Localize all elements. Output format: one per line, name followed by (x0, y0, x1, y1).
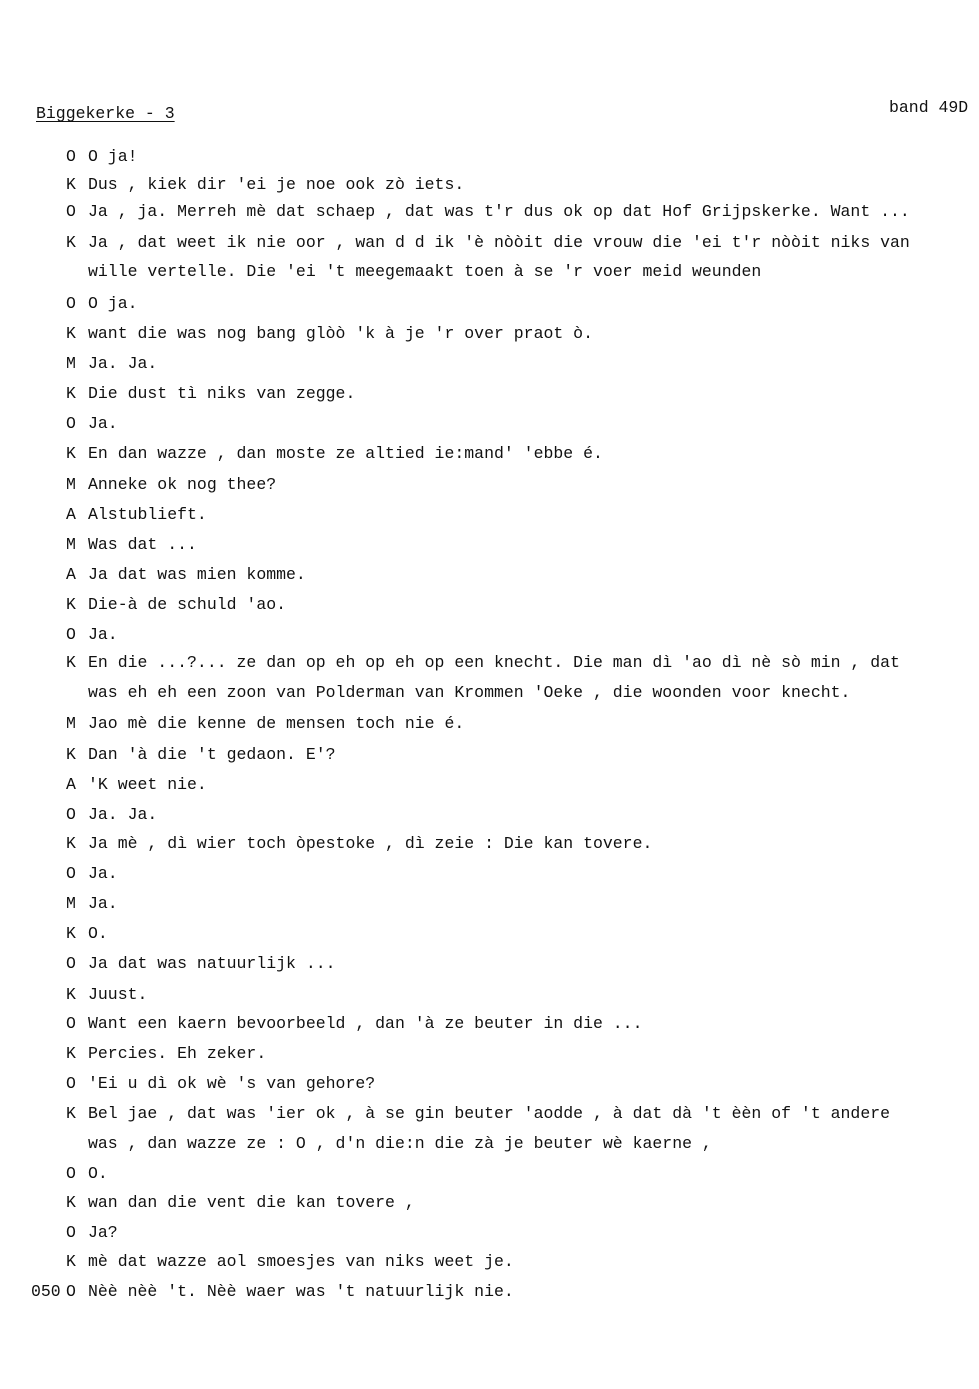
speaker-label: M (66, 894, 76, 913)
speaker-label: K (66, 324, 76, 343)
speaker-label: K (66, 653, 76, 672)
speaker-label: K (66, 233, 76, 252)
speaker-label: K (66, 444, 76, 463)
utterance-text: 'K weet nie. (88, 775, 207, 794)
speaker-label: K (66, 595, 76, 614)
utterance-text: Ja. (88, 625, 118, 644)
utterance-text: Ja dat was natuurlijk ... (88, 954, 336, 973)
page-title: Biggekerke - 3 (36, 104, 175, 123)
speaker-label: K (66, 1104, 76, 1123)
utterance-text: Ja. (88, 414, 118, 433)
speaker-label: K (66, 985, 76, 1004)
speaker-label: A (66, 775, 76, 794)
speaker-label: M (66, 354, 76, 373)
speaker-label: O (66, 414, 76, 433)
utterance-text: wille vertelle. Die 'ei 't meegemaakt toen à se 'r voer meid weunden (88, 262, 762, 281)
speaker-label: O (66, 625, 76, 644)
utterance-text: Anneke ok nog thee? (88, 475, 277, 494)
utterance-text: En dan wazze , dan moste ze altied ie:mand' 'ebbe é. (88, 444, 603, 463)
speaker-label: K (66, 834, 76, 853)
utterance-text: Was dat ... (88, 535, 197, 554)
speaker-label: K (66, 384, 76, 403)
utterance-text: Die dust tì niks van zegge. (88, 384, 356, 403)
utterance-text: Jao mè die kenne de mensen toch nie é. (88, 714, 465, 733)
utterance-text: Ja? (88, 1223, 118, 1242)
utterance-text: Bel jae , dat was 'ier ok , à se gin beuter 'aodde , à dat dà 't èèn of 't andere (88, 1104, 891, 1123)
utterance-text: Percies. Eh zeker. (88, 1044, 267, 1063)
utterance-text: Nèè nèè 't. Nèè waer was 't natuurlijk nie. (88, 1282, 514, 1301)
utterance-text: Want een kaern bevoorbeeld , dan 'à ze beuter in die ... (88, 1014, 643, 1033)
speaker-label: A (66, 565, 76, 584)
utterance-text: O ja! (88, 147, 138, 166)
speaker-label: K (66, 175, 76, 194)
speaker-label: M (66, 714, 76, 733)
utterance-text: O ja. (88, 294, 138, 313)
utterance-text: Dus , kiek dir 'ei je noe ook zò iets. (88, 175, 465, 194)
speaker-label: M (66, 535, 76, 554)
utterance-text: Ja , dat weet ik nie oor , wan d d ik 'è nòòit die vrouw die 'ei t'r nòòit niks van (88, 233, 910, 252)
line-number: 050 (31, 1282, 61, 1301)
utterance-text: Ja. (88, 894, 118, 913)
speaker-label: O (66, 1074, 76, 1093)
utterance-text: Die-à de schuld 'ao. (88, 595, 287, 614)
utterance-text: Ja. Ja. (88, 354, 158, 373)
speaker-label: O (66, 864, 76, 883)
utterance-text: 'Ei u dì ok wè 's van gehore? (88, 1074, 376, 1093)
utterance-text: was eh eh een zoon van Polderman van Krommen 'Oeke , die woonden voor knecht. (88, 683, 851, 702)
speaker-label: O (66, 1164, 76, 1183)
speaker-label: O (66, 1014, 76, 1033)
utterance-text: want die was nog bang glòò 'k à je 'r over praot ò. (88, 324, 593, 343)
utterance-text: Ja dat was mien komme. (88, 565, 306, 584)
speaker-label: K (66, 1252, 76, 1271)
speaker-label: O (66, 805, 76, 824)
utterance-text: En die ...?... ze dan op eh op eh op een knecht. Die man dì 'ao dì nè sò min , dat (88, 653, 900, 672)
utterance-text: O. (88, 1164, 108, 1183)
utterance-text: wan dan die vent die kan tovere , (88, 1193, 415, 1212)
utterance-text: Juust. (88, 985, 148, 1004)
utterance-text: Ja , ja. Merreh mè dat schaep , dat was t'r dus ok op dat Hof Grijpskerke. Want ... (88, 202, 910, 221)
speaker-label: O (66, 147, 76, 166)
utterance-text: Alstublieft. (88, 505, 207, 524)
speaker-label: O (66, 202, 76, 221)
utterance-text: Dan 'à die 't gedaon. E'? (88, 745, 336, 764)
speaker-label: O (66, 954, 76, 973)
band-label: band 49D (889, 98, 969, 117)
speaker-label: A (66, 505, 76, 524)
speaker-label: K (66, 1044, 76, 1063)
utterance-text: Ja. Ja. (88, 805, 158, 824)
speaker-label: M (66, 475, 76, 494)
utterance-text: Ja. (88, 864, 118, 883)
utterance-text: mè dat wazze aol smoesjes van niks weet je. (88, 1252, 514, 1271)
speaker-label: O (66, 294, 76, 313)
speaker-label: O (66, 1223, 76, 1242)
speaker-label: O (66, 1282, 76, 1301)
utterance-text: was , dan wazze ze : O , d'n die:n die zà je beuter wè kaerne , (88, 1134, 712, 1153)
utterance-text: Ja mè , dì wier toch òpestoke , dì zeie : Die kan tovere. (88, 834, 653, 853)
utterance-text: O. (88, 924, 108, 943)
speaker-label: K (66, 1193, 76, 1212)
speaker-label: K (66, 924, 76, 943)
speaker-label: K (66, 745, 76, 764)
